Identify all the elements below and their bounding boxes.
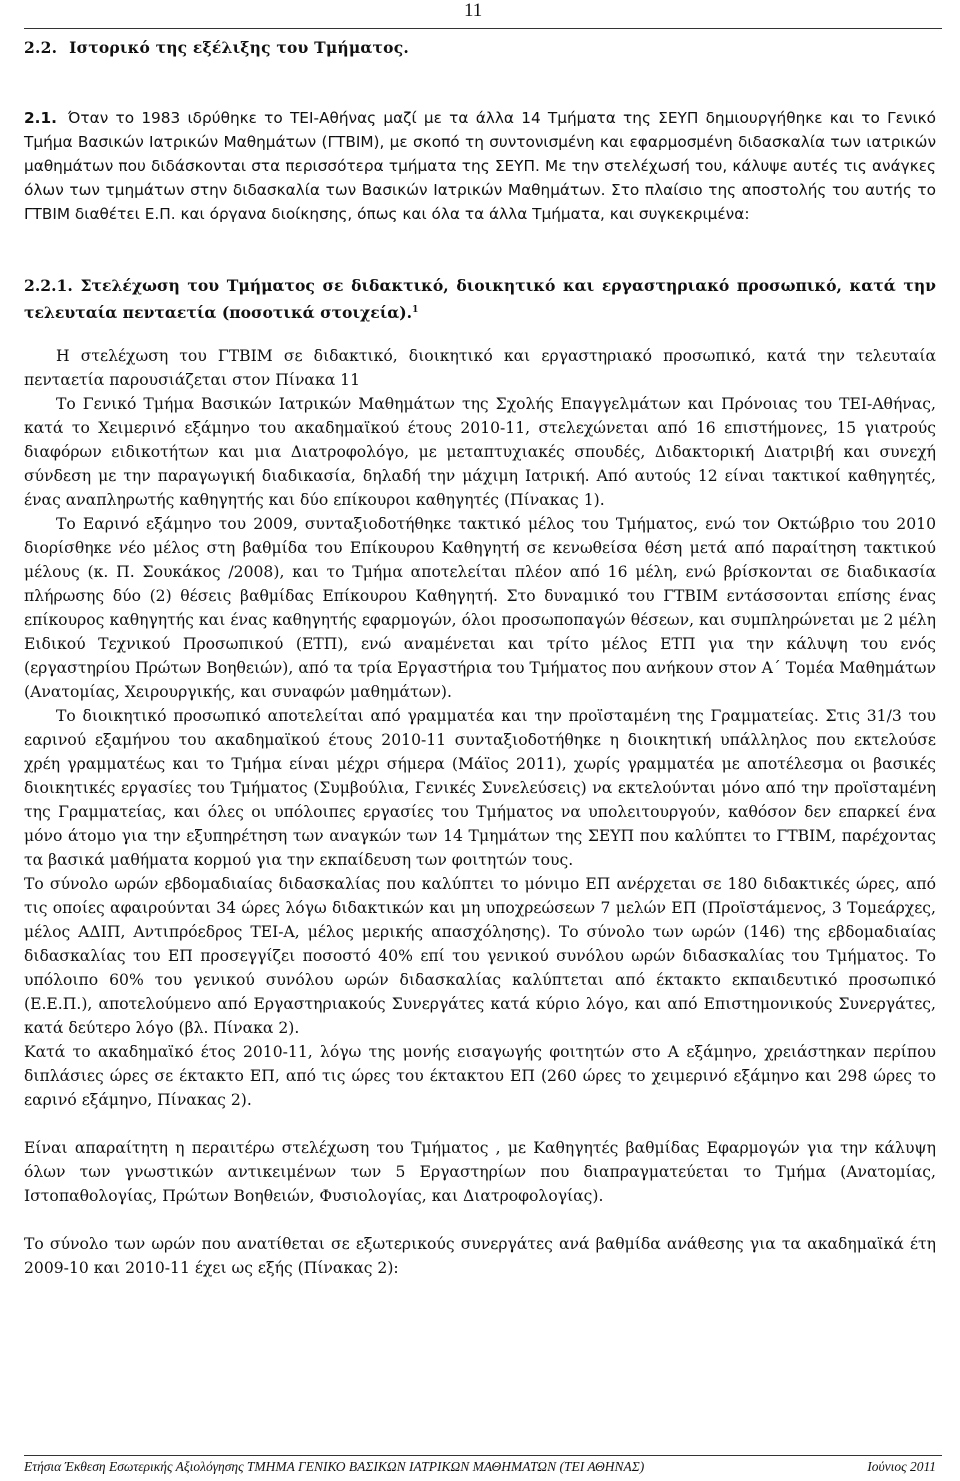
paragraph: Το διοικητικό προσωπικό αποτελείται από γραμματέα και την προϊσταμένη της Γραμματείας. Στις 31/3 του εαρινού εξαμήνου του ακαδημαϊκού έτους 2010-11 συνταξιοδοτήθηκε η διοικητική υπάλληλος που εκτελούσε χρέη γραμματέως και το Τμήμα είναι μέχρι σήμερα (Μάϊος 2011), χωρίς γραμματέα με αποτέλεσμα οι βασικές διοικητικές εργασίες του Τμήματος (Συμβούλια, Γενικές Συνελεύσεις) να εκτελούνται μόνο από την προϊσταμένη της Γραμματείας, και όλες οι υπόλοιπες εργασίες του Τμήματος να υπολειτουργούν, καθόσον δεν επαρκεί ένα μόνο άτομο για την εξυπηρέτηση των αναγκών των 14 Τμημάτων της ΣΕΥΠ που καλύπτει το ΓΤΒΙΜ, παρέχοντας τα βασικά μαθήματα κορμού για την εκπαίδευση των φοιτητών τους. xyxy=(24,707,936,869)
footer-report-title: Ετήσια Έκθεση Εσωτερικής Αξιολόγησης ΤΜΗΜΑ ΓΕΝΙΚΟ ΒΑΣΙΚΩΝ ΙΑΤΡΙΚΩΝ ΜΑΘΗΜΑΤΩΝ (ΤΕΙ ΑΘΗΝΑΣ) xyxy=(24,1459,645,1474)
paragraph: Το σύνολο των ωρών που ανατίθεται σε εξωτερικούς συνεργάτες ανά βαθμίδα ανάθεσης για τα ακαδημαϊκά έτη 2009-10 και 2010-11 έχει ως εξής (Πίνακας 2): xyxy=(24,1235,936,1277)
paragraph: Το σύνολο ωρών εβδομαδιαίας διδασκαλίας που καλύπτει το μόνιμο ΕΠ ανέρχεται σε 180 διδακτικές ώρες, από τις οποίες αφαιρούνται 34 ώρες λόγω διδακτικών και μη υποχρεώσεων 7 μελών ΕΠ (Προϊστάμενος, 3 Τομεάρχες, μέλος ΑΔΙΠ, Αντιπρόεδρος ΤΕΙ-Α, μέλος μερικής απασχόλησης). Το σύνολο των ωρών (146) της εβδομαδιαίας διδασκαλίας του ΕΠ προσεγγίζει ποσοστό 40% επί του γενικού συνόλου ωρών διδασκαλίας του Τμήματος. Το υπόλοιπο 60% του γενικού συνόλου ωρών διδασκαλίας καλύπτεται από έκτακτο εκπαιδευτικό προσωπικό (Ε.Ε.Π.), αποτελούμενο από Εργαστηριακούς Συνεργάτες κατά κύριο λόγο, και από Επιστημονικούς Συνεργάτες, κατά δεύτερο λόγο (βλ. Πίνακα 2). xyxy=(24,875,936,1037)
paragraph: Κατά το ακαδημαϊκό έτος 2010-11, λόγω της μονής εισαγωγής φοιτητών στο Α εξάμηνο, χρειάστηκαν περίπου διπλάσιες ώρες σε έκτακτο ΕΠ, από τις ώρες του έκτακτου ΕΠ (260 ώρες το χειμερινό εξάμηνο και 298 ώρες το εαρινό εξάμηνο, Πίνακας 2). xyxy=(24,1043,936,1109)
paragraph: Το Εαρινό εξάμηνο του 2009, συνταξιοδοτήθηκε τακτικό μέλος του Τμήματος, ενώ τον Οκτώβριο του 2010 διορίσθηκε νέο μέλος στη βαθμίδα του Επίκουρου Καθηγητή σε κενωθείσα θέση μετά από παραίτηση τακτικού μέλους (κ. Π. Σουκάκος /2008), και το Τμήμα αποτελείται πλέον από 16 μέλη, ενώ βρίσκονται σε διαδικασία πλήρωσης δύο (2) θέσεις βαθμίδας Επίκουρου Καθηγητή. Στο δυναμικό του ΓΤΒΙΜ εντάσσονται επίσης ένας επίκουρος καθηγητής και ένας καθηγητής εφαρμογών, όλοι προσωποπαγών θέσεων, και συμπληρώνεται με 2 μέλη Ειδικού Τεχνικού Προσωπικού (ΕΤΠ), ενώ αναμένεται και τρίτο μέλος ΕΤΠ για την κάλυψη του ενός (εργαστηρίου Πρώτων Βοηθειών), από τα τρία Εργαστήρια του Τμήματος που ανήκουν στον Α΄ Τομέα Μαθημάτων (Ανατομίας, Χειρουργικής, και συναφών μαθημάτων). xyxy=(24,515,936,701)
page-footer xyxy=(24,1459,936,1475)
header-divider xyxy=(24,28,942,29)
subsection-heading-text: 2.2.1. Στελέχωση του Τμήματος σε διδακτικό, διοικητικό και εργαστηριακό προσωπικό, κατά την τελευταία πενταετία (ποσοτικά στοιχεία). xyxy=(24,276,936,323)
paragraph: Η στελέχωση του ΓΤΒΙΜ σε διδακτικό, διοικητικό και εργαστηριακό προσωπικό, κατά την τελευταία πενταετία παρουσιάζεται στον Πίνακα 11 xyxy=(24,347,936,389)
subsection-2-1 xyxy=(24,106,936,226)
subsection-number: 2.1. xyxy=(24,109,57,127)
section-heading xyxy=(24,38,409,57)
subsection-2-2-1-heading xyxy=(24,274,936,325)
section-number: 2.2. xyxy=(24,38,58,57)
footer-date: Ιούνιος 2011 xyxy=(867,1459,936,1474)
footnote-mark: 1 xyxy=(412,305,419,315)
section-title: Ιστορικό της εξέλιξης του Τμήματος. xyxy=(69,38,409,57)
body-text xyxy=(24,344,936,1280)
footer-divider xyxy=(24,1455,942,1456)
paragraph: Το Γενικό Τμήμα Βασικών Ιατρικών Μαθημάτων της Σχολής Επαγγελμάτων και Πρόνοιας του ΤΕΙ-Αθήνας, κατά το Χειμερινό εξάμηνο του ακαδημαϊκού έτους 2010-11, στελεχώνεται από 16 επιστήμονες, 15 γιατρούς διαφόρων ειδικοτήτων και μια Διατροφολόγο, με μεταπτυχιακές σπουδές, Διδακτορική Διατριβή και συνεχή σύνδεση με την παραγωγική διαδικασία, δηλαδή την μάχιμη Ιατρική. Από αυτούς 12 είναι τακτικοί καθηγητές, ένας αναπληρωτής καθηγητής και δύο επίκουροι καθηγητές (Πίνακας 1). xyxy=(24,395,936,509)
paragraph: Είναι απαραίτητη η περαιτέρω στελέχωση του Τμήματος , με Καθηγητές βαθμίδας Εφαρμογών για την κάλυψη όλων των γνωστικών αντικειμένων των 5 Εργαστηρίων που διαπραγματεύεται το Τμήμα (Ανατομίας, Ιστοπαθολογίας, Πρώτων Βοηθειών, Φυσιολογίας, και Διατροφολογίας). xyxy=(24,1139,936,1205)
page-number: 11 xyxy=(464,0,483,21)
subsection-text: Όταν το 1983 ιδρύθηκε το ΤΕΙ-Αθήνας μαζί με τα άλλα 14 Τμήματα της ΣΕΥΠ δημιουργήθηκε και το Γενικό Τμήμα Βασικών Ιατρικών Μαθημάτων (ΓΤΒΙΜ), με σκοπό τη συντονισμένη και εφαρμοσμένη διδασκαλία των ιατρικών μαθημάτων που διδάσκονται στα περισσότερα τμήματα της ΣΕΥΠ. Με την στελέχωσή του, κάλυψε αυτές τις ανάγκες όλων των τμημάτων στην διδασκαλία των Βασικών Ιατρικών Μαθημάτων. Στο πλαίσιο της αποστολής του αυτής το ΓΤΒΙΜ διαθέτει Ε.Π. και όργανα διοίκησης, όπως και όλα τα άλλα Τμήματα, και συγκεκριμένα: xyxy=(24,109,936,223)
